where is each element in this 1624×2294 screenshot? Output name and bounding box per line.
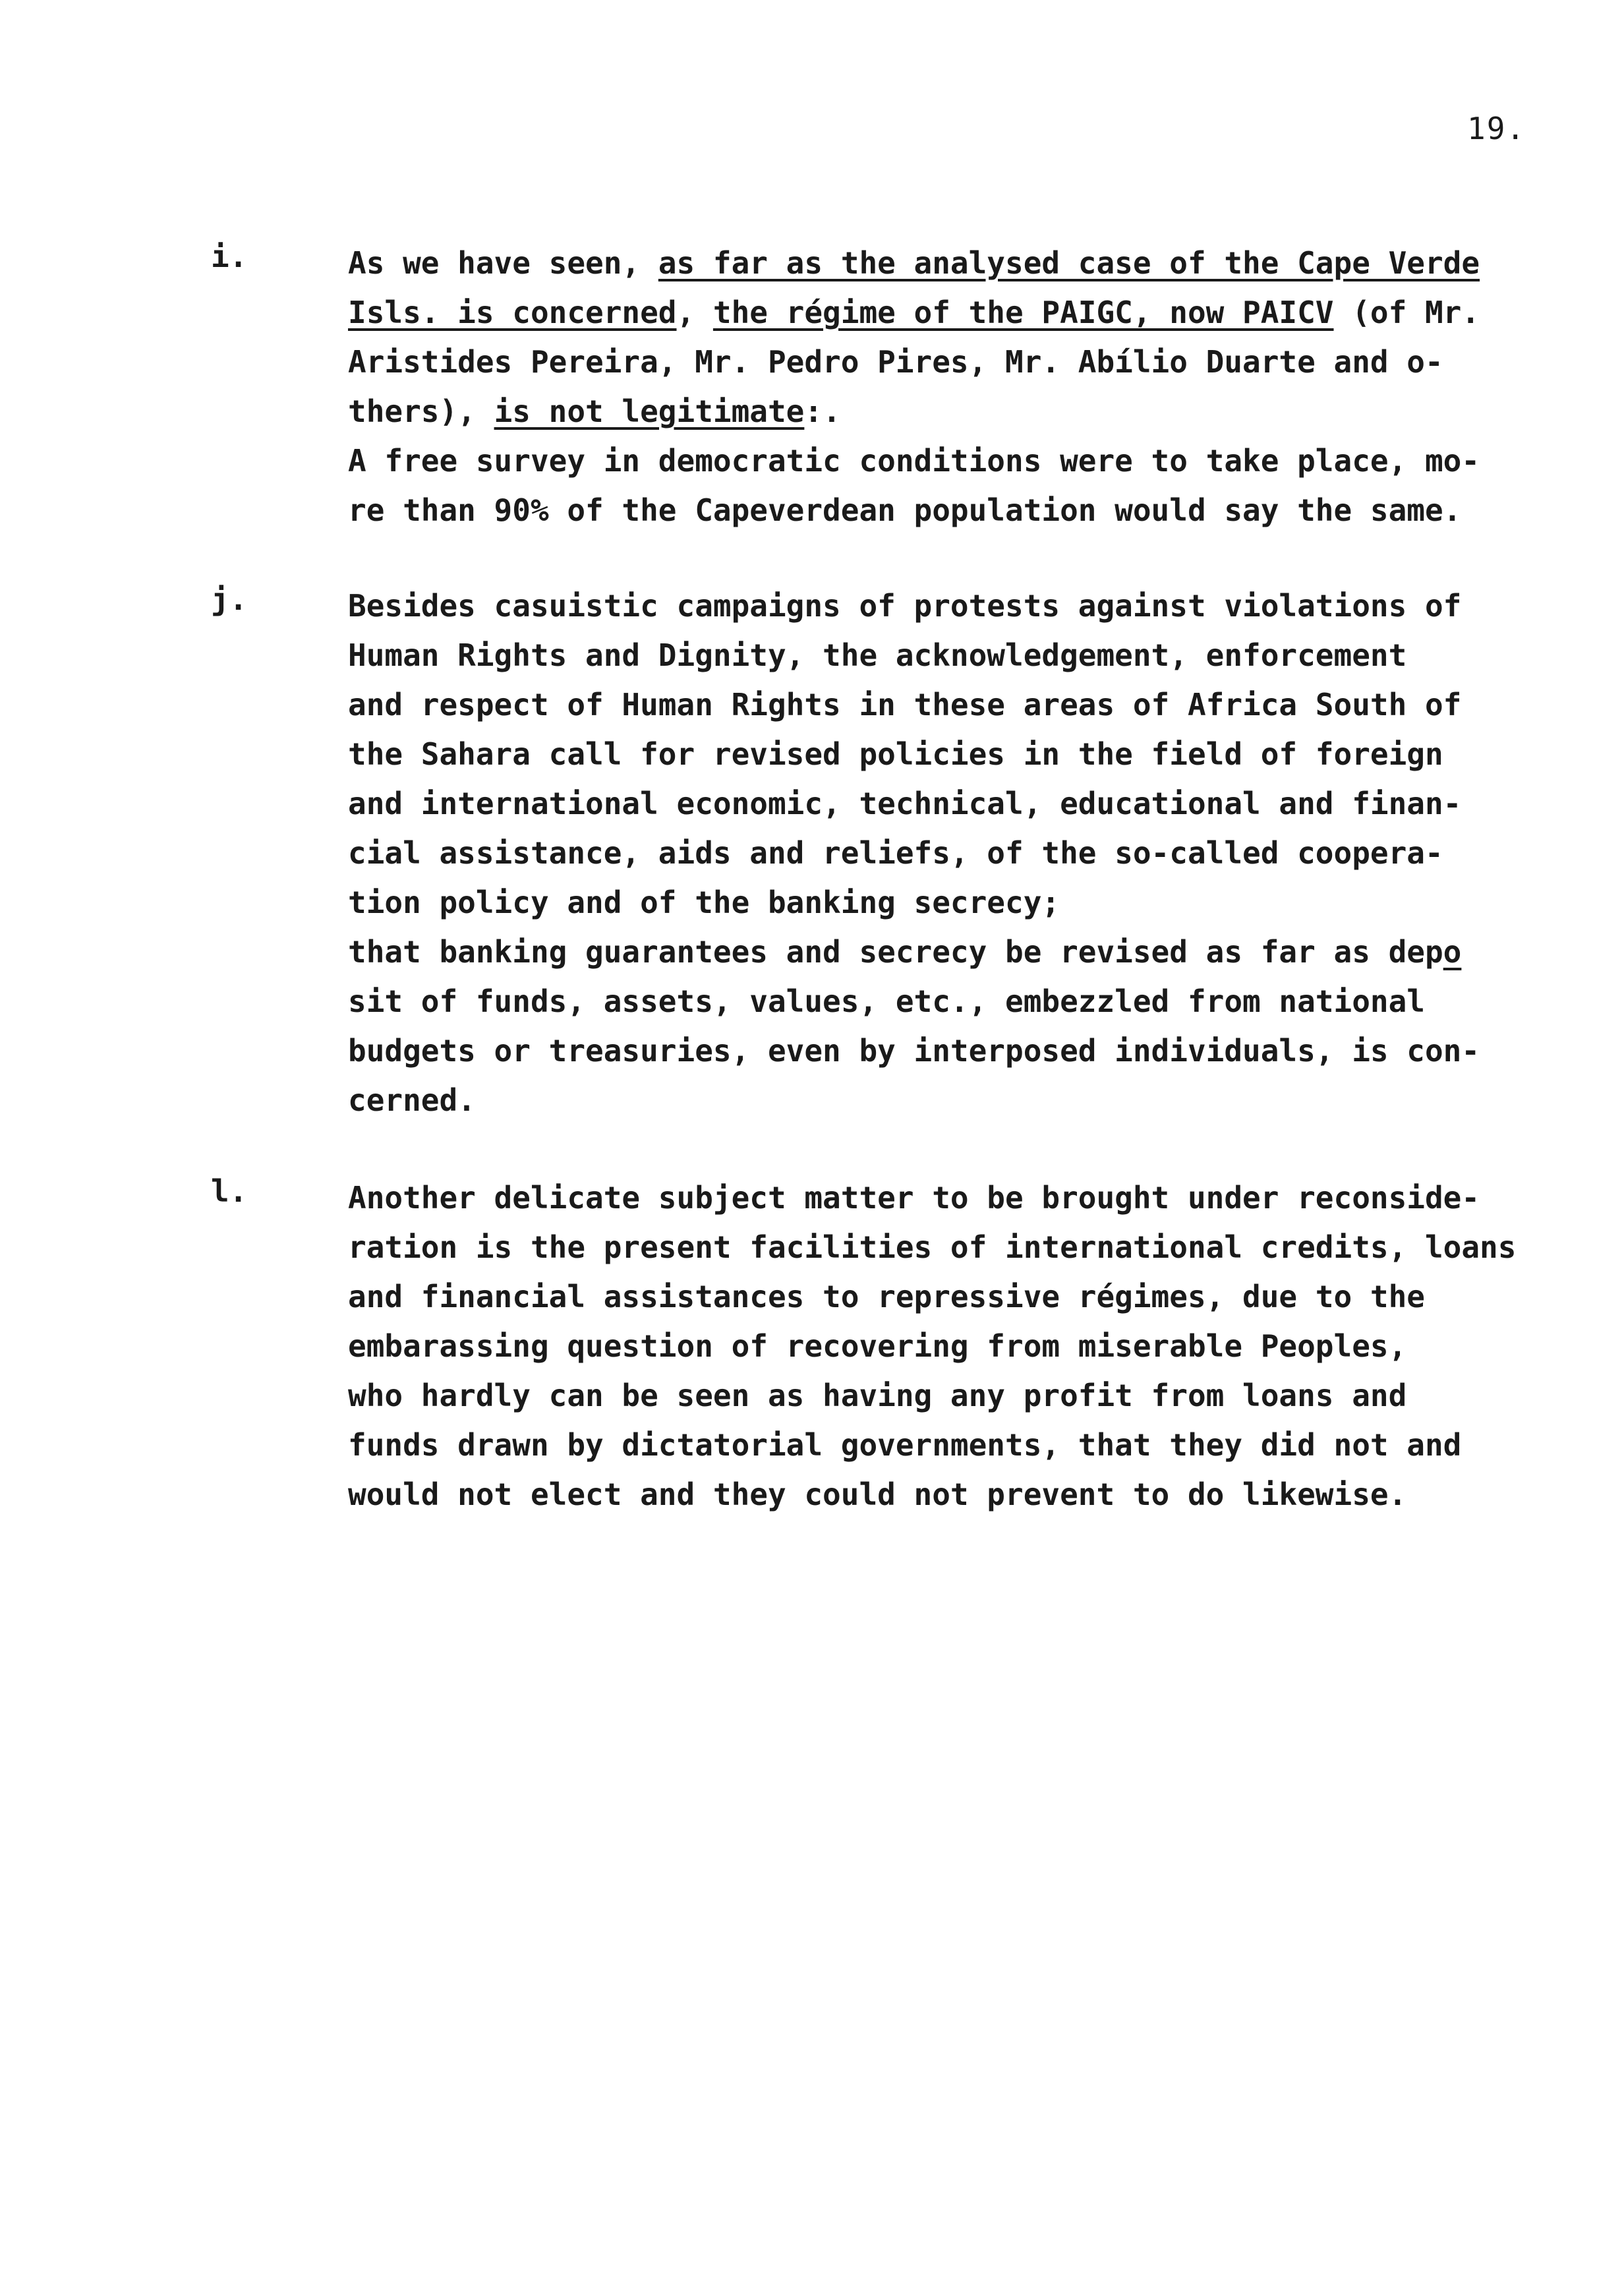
text-line (348, 288, 1600, 338)
text-line: sit of funds, assets, values, etc., embezzled from national (348, 984, 1425, 1019)
text-line: and respect of Human Rights in these areas of Africa South of (348, 687, 1462, 722)
text-run: thers), (348, 394, 494, 429)
underlined-text: the régime of the PAIGC, now PAICV (712, 295, 1334, 330)
text-line: the Sahara call for revised policies in the field of foreign (348, 736, 1443, 772)
item-label: i. (211, 239, 248, 274)
page-number: 19. (1467, 111, 1526, 146)
underlined-text: is not legitimate (494, 394, 805, 429)
text-line: cial assistance, aids and reliefs, of the so-called coopera- (348, 835, 1443, 871)
text-line (348, 387, 1600, 436)
text-run: As we have seen, (348, 245, 658, 281)
text-line (348, 927, 1600, 977)
text-line: embarassing question of recovering from miserable Peoples, (348, 1328, 1407, 1364)
text-line: tion policy and of the banking secrecy; (348, 885, 1060, 920)
paragraph-body (348, 1173, 1600, 1519)
text-run: :. (804, 394, 841, 429)
text-line: and financial assistances to repressive régimes, due to the (348, 1279, 1425, 1314)
text-line: ration is the present facilities of international credits, loans (348, 1229, 1517, 1265)
text-line (348, 486, 1600, 535)
text-line (348, 239, 1600, 288)
text-line: who hardly can be seen as having any profit from loans and (348, 1378, 1407, 1413)
paragraph-body (348, 239, 1600, 535)
text-line: budgets or treasuries, even by interposed individuals, is con- (348, 1033, 1480, 1069)
underlined-text: as far as the analysed case of the Cape Verde (658, 245, 1480, 281)
underlined-text: o (1443, 934, 1462, 970)
item-label: j. (211, 581, 248, 617)
text-line: Besides casuistic campaigns of protests against violations of (348, 588, 1462, 624)
text-line: Human Rights and Dignity, the acknowledgement, enforcement (348, 637, 1407, 673)
text-run: (of Mr. (1333, 295, 1480, 330)
text-run: A free survey in democratic conditions were to take place, mo- (348, 443, 1480, 479)
text-run: that banking guarantees and secrecy be revised as far as dep (348, 934, 1443, 970)
paragraph-body (348, 581, 1600, 1125)
text-line: funds drawn by dictatorial governments, that they did not and (348, 1427, 1462, 1463)
text-line: and international economic, technical, educational and finan- (348, 786, 1462, 821)
text-line: would not elect and they could not prevent to do likewise. (348, 1477, 1407, 1512)
text-line: Another delicate subject matter to be brought under reconside- (348, 1180, 1480, 1216)
text-run: re than 90% of the Capeverdean population would say the same. (348, 492, 1462, 528)
text-line: cerned. (348, 1082, 476, 1118)
text-line (348, 436, 1600, 486)
text-line (348, 338, 1600, 387)
item-label: l. (211, 1173, 248, 1209)
text-run: , (676, 295, 713, 330)
text-run: Aristides Pereira, Mr. Pedro Pires, Mr. Abílio Duarte and o- (348, 344, 1443, 380)
underlined-text: Isls. is concerned (348, 295, 677, 330)
